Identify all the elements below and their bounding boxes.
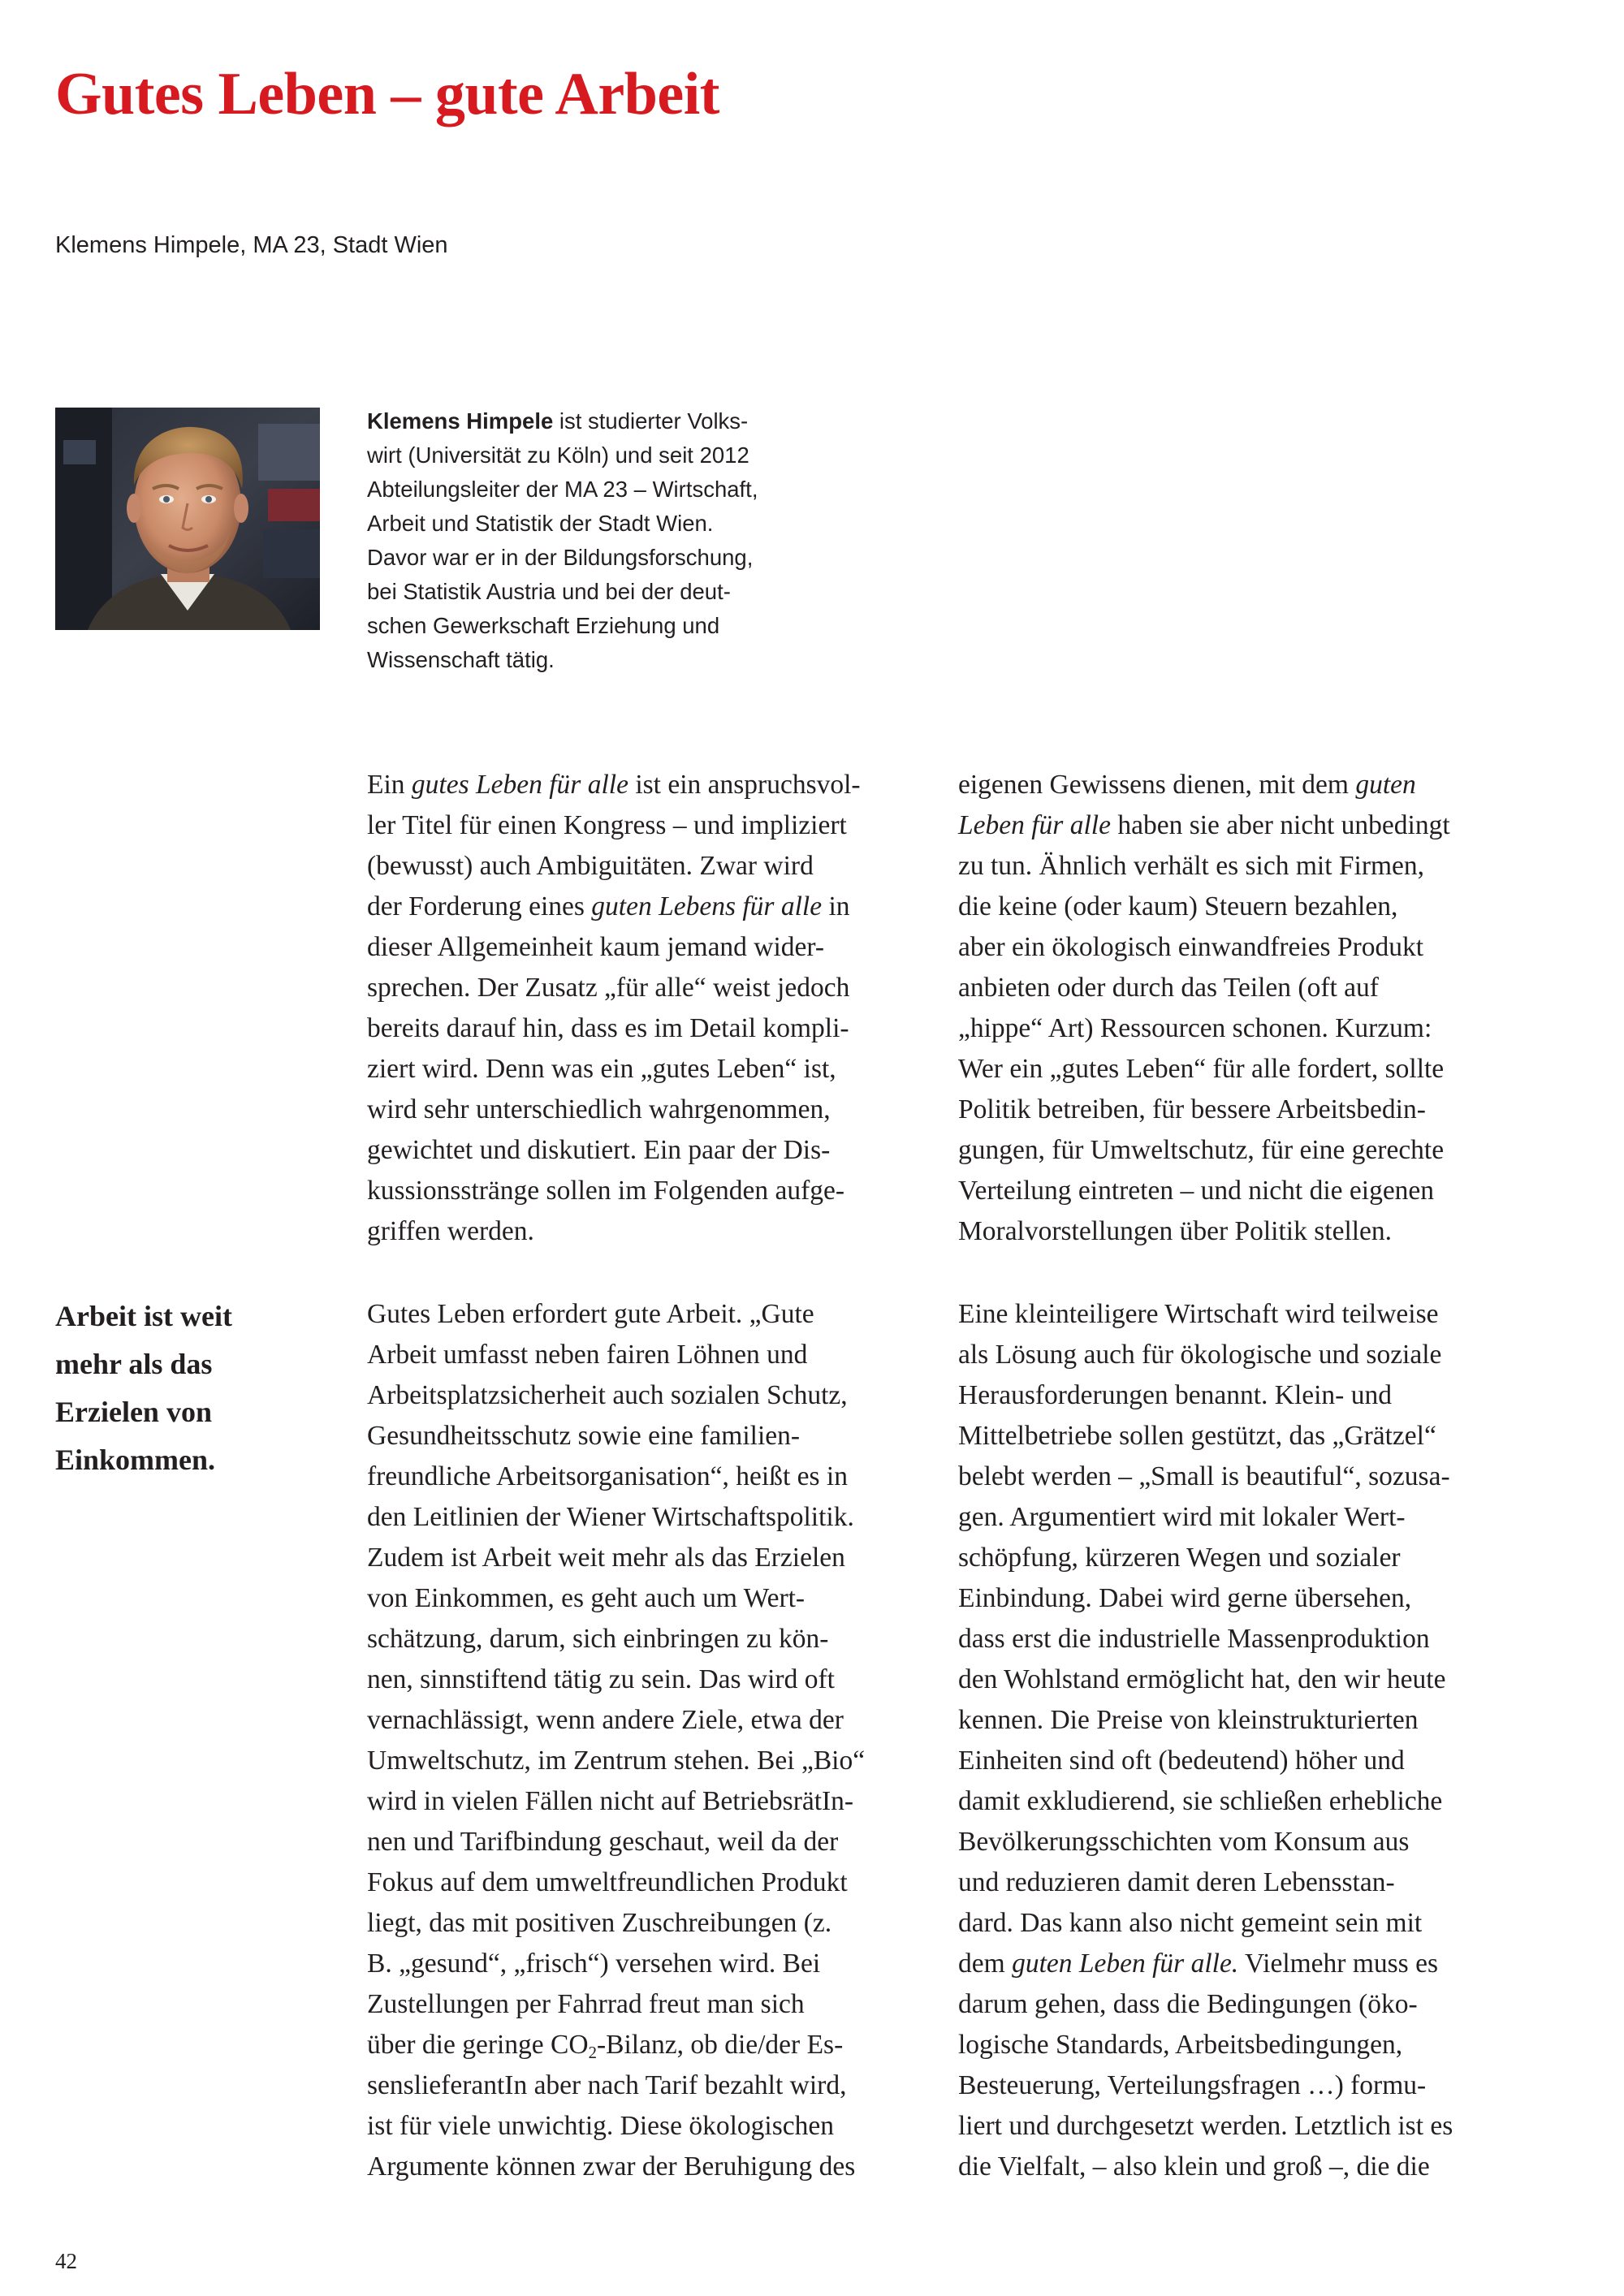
intro-column-1 xyxy=(367,765,935,1252)
bio-line: Arbeit und Statistik der Stadt Wien. xyxy=(367,511,714,536)
text-line: Wer ein „gutes Leben“ für alle fordert, sollte xyxy=(958,1054,1445,1084)
text-line: gungen, für Umweltschutz, für eine gerechte xyxy=(958,1135,1445,1165)
bio-line: Klemens Himpele ist studierter Volks- xyxy=(367,408,749,434)
text-line: kennen. Die Preise von kleinstrukturierten xyxy=(958,1705,1419,1735)
text-line: freundliche Arbeitsorganisation“, heißt es in xyxy=(367,1461,848,1491)
text-line: kussionsstränge sollen im Folgenden aufge- xyxy=(367,1176,845,1206)
text-line: Eine kleinteiligere Wirtschaft wird teilweise xyxy=(958,1299,1439,1329)
bio-line: Wissenschaft tätig. xyxy=(367,647,555,672)
text-line: Leben für alle haben sie aber nicht unbedingt xyxy=(958,810,1450,840)
text-line: Moralvorstellungen über Politik stellen. xyxy=(958,1216,1393,1246)
text-line: Arbeitsplatzsicherheit auch sozialen Schutz, xyxy=(367,1380,848,1410)
pull-quote-line: Erzielen von xyxy=(55,1396,212,1428)
text-line: schätzung, darum, sich einbringen zu kön- xyxy=(367,1624,829,1654)
text-line: dieser Allgemeinheit kaum jemand wider- xyxy=(367,932,825,962)
text-line: Gutes Leben erfordert gute Arbeit. „Gute xyxy=(367,1299,814,1329)
text-line: wird in vielen Fällen nicht auf BetriebsrätIn- xyxy=(367,1786,854,1816)
text-line: belebt werden – „Small is beautiful“, sozusa- xyxy=(958,1461,1450,1491)
text-line: nen, sinnstiftend tätig zu sein. Das wird oft xyxy=(367,1664,835,1694)
text-line: dard. Das kann also nicht gemeint sein mit xyxy=(958,1908,1423,1938)
author-line: Klemens Himpele, MA 23, Stadt Wien xyxy=(55,232,448,258)
text-line: Verteilung eintreten – und nicht die eigenen xyxy=(958,1176,1435,1206)
text-line: darum gehen, dass die Bedingungen (öko- xyxy=(958,1989,1418,2019)
text-line: gewichtet und diskutiert. Ein paar der Dis- xyxy=(367,1135,831,1165)
text-line: „hippe“ Art) Ressourcen schonen. Kurzum: xyxy=(958,1013,1432,1043)
text-line: griffen werden. xyxy=(367,1216,534,1246)
text-line: die keine (oder kaum) Steuern bezahlen, xyxy=(958,891,1398,921)
text-line: logische Standards, Arbeitsbedingungen, xyxy=(958,2030,1403,2060)
text-line: Umweltschutz, im Zentrum stehen. Bei „Bio“ xyxy=(367,1746,866,1776)
page-number: 42 xyxy=(55,2249,77,2273)
text-line: vernachlässigt, wenn andere Ziele, etwa der xyxy=(367,1705,844,1735)
text-line: über die geringe $CO_2$-Bilanz, ob die/der Es- xyxy=(367,2030,844,2063)
text-line: zu tun. Ähnlich verhält es sich mit Firmen, xyxy=(958,851,1425,881)
pull-quote xyxy=(55,1293,291,1484)
text-line: Einbindung. Dabei wird gerne übersehen, xyxy=(958,1583,1412,1613)
text-line: von Einkommen, es geht auch um Wert- xyxy=(367,1583,806,1613)
pull-quote-line: Einkommen. xyxy=(55,1444,216,1476)
text-line: schöpfung, kürzeren Wegen und sozialer xyxy=(958,1543,1401,1573)
text-line: ist für viele unwichtig. Diese ökologischen xyxy=(367,2111,834,2141)
body-column-2 xyxy=(958,1294,1527,2187)
text-line: damit exkludierend, sie schließen erhebliche xyxy=(958,1786,1443,1816)
text-line: nen und Tarifbindung geschaut, weil da der xyxy=(367,1827,839,1857)
text-line: ler Titel für einen Kongress – und impliziert xyxy=(367,810,847,840)
text-line: wird sehr unterschiedlich wahrgenommen, xyxy=(367,1094,831,1124)
text-line: Gesundheitsschutz sowie eine familien- xyxy=(367,1421,801,1451)
text-line: aber ein ökologisch einwandfreies Produkt xyxy=(958,932,1424,962)
text-line: Zustellungen per Fahrrad freut man sich xyxy=(367,1989,805,2019)
text-line: den Wohlstand ermöglicht hat, den wir heute xyxy=(958,1664,1446,1694)
text-line: senslieferantIn aber nach Tarif bezahlt wird, xyxy=(367,2070,847,2100)
text-line: Arbeit umfasst neben fairen Löhnen und xyxy=(367,1340,808,1370)
text-line: Ein gutes Leben für alle ist ein anspruchsvol- xyxy=(367,770,861,800)
portrait-photo xyxy=(55,408,320,630)
text-line: als Lösung auch für ökologische und soziale xyxy=(958,1340,1442,1370)
author-bio xyxy=(367,404,822,677)
bio-name: Klemens Himpele xyxy=(367,408,554,434)
text-line: Einheiten sind oft (bedeutend) höher und xyxy=(958,1746,1405,1776)
bio-line: Davor war er in der Bildungsforschung, xyxy=(367,545,754,570)
text-line: eigenen Gewissens dienen, mit dem guten xyxy=(958,770,1416,800)
text-line: dem guten Leben für alle. Vielmehr muss es xyxy=(958,1949,1438,1979)
text-line: die Vielfalt, – also klein und groß –, die die xyxy=(958,2151,1430,2182)
pull-quote-line: Arbeit ist weit xyxy=(55,1300,232,1332)
bio-line: Abteilungsleiter der MA 23 – Wirtschaft, xyxy=(367,477,758,502)
author-portrait xyxy=(55,408,320,630)
intro-column-2 xyxy=(958,765,1527,1252)
text-line: und reduzieren damit deren Lebensstan- xyxy=(958,1867,1395,1897)
text-line: liegt, das mit positiven Zuschreibungen (z. xyxy=(367,1908,832,1938)
text-line: ziert wird. Denn was ein „gutes Leben“ ist, xyxy=(367,1054,836,1084)
text-line: Zudem ist Arbeit weit mehr als das Erzielen xyxy=(367,1543,845,1573)
text-line: Fokus auf dem umweltfreundlichen Produkt xyxy=(367,1867,848,1897)
text-line: den Leitlinien der Wiener Wirtschaftspolitik. xyxy=(367,1502,854,1532)
text-line: Argumente können zwar der Beruhigung des xyxy=(367,2151,856,2182)
text-line: Politik betreiben, für bessere Arbeitsbedin- xyxy=(958,1094,1426,1124)
text-line: dass erst die industrielle Massenproduktion xyxy=(958,1624,1430,1654)
text-line: der Forderung eines guten Lebens für alle in xyxy=(367,891,850,921)
body-column-1 xyxy=(367,1294,935,2187)
bio-line: wirt (Universität zu Köln) und seit 2012 xyxy=(367,442,749,468)
bio-line: schen Gewerkschaft Erziehung und xyxy=(367,613,720,638)
text-line: Herausforderungen benannt. Klein- und xyxy=(958,1380,1392,1410)
pull-quote-line: mehr als das xyxy=(55,1348,213,1380)
text-line: bereits darauf hin, dass es im Detail kompli- xyxy=(367,1013,849,1043)
page-title: Gutes Leben – gute Arbeit xyxy=(55,61,719,127)
text-line: Mittelbetriebe sollen gestützt, das „Grätzel“ xyxy=(958,1421,1436,1451)
text-line: B. „gesund“, „frisch“) versehen wird. Bei xyxy=(367,1949,821,1979)
text-line: Bevölkerungsschichten vom Konsum aus xyxy=(958,1827,1410,1857)
text-line: anbieten oder durch das Teilen (oft auf xyxy=(958,973,1379,1003)
bio-line: bei Statistik Austria und bei der deut- xyxy=(367,579,731,604)
text-line: liert und durchgesetzt werden. Letztlich ist es xyxy=(958,2111,1453,2141)
text-line: sprechen. Der Zusatz „für alle“ weist jedoch xyxy=(367,973,850,1003)
text-line: (bewusst) auch Ambiguitäten. Zwar wird xyxy=(367,851,814,881)
text-line: Besteuerung, Verteilungsfragen …) formu- xyxy=(958,2070,1427,2100)
text-line: gen. Argumentiert wird mit lokaler Wert- xyxy=(958,1502,1406,1532)
